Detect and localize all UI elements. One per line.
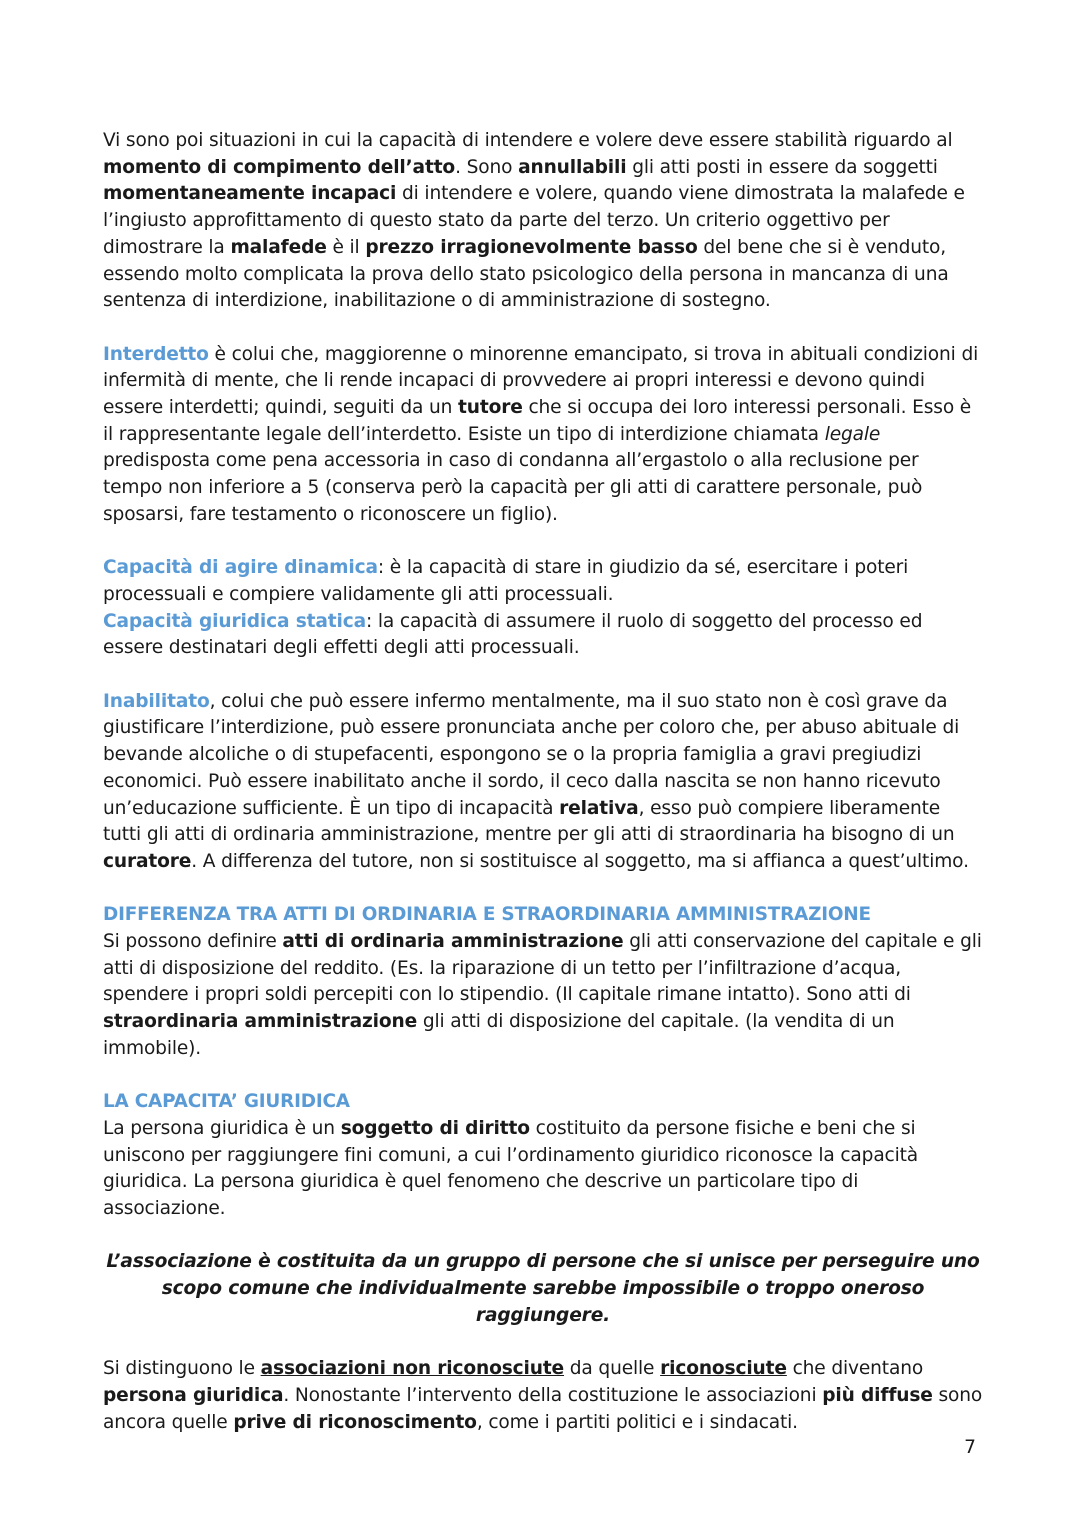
text: , come i partiti politici e i sindacati. [476, 1411, 798, 1433]
page-number: 7 [964, 1437, 976, 1458]
text: gli atti di disposizione del capitale. (la vendita di un immobile). [103, 1011, 895, 1059]
document-page [103, 128, 983, 1436]
text: è il [326, 236, 366, 258]
paragraph-capacita-statica [103, 609, 983, 662]
spacer [103, 662, 983, 689]
paragraph-atto-momento [103, 128, 983, 315]
text: predisposta come pena accessoria in caso di condanna all’ergastolo o alla reclusione per tempo non inferiore a 5 (conserva però la capacità per gli atti di carattere personale, può sposarsi, fare testamento o riconoscere un figlio). [103, 450, 923, 525]
section-heading-capacita-giuridica: LA CAPACITA’ GIURIDICA [103, 1091, 350, 1113]
quote-line: L’associazione è costituita da un gruppo di persone che si unisce per perseguire uno [106, 1251, 980, 1273]
bold-text: relativa [559, 797, 639, 819]
text: . A differenza del tutore, non si sostituisce al soggetto, ma si affianca a quest’ultimo. [191, 850, 969, 872]
paragraph-persona-giuridica [103, 1116, 983, 1223]
bold-text: persona giuridica [103, 1384, 284, 1406]
bold-text: soggetto di diritto [340, 1117, 530, 1139]
spacer [103, 876, 983, 903]
paragraph-capacita-dinamica [103, 555, 983, 608]
spacer [103, 529, 983, 556]
spacer [103, 1063, 983, 1090]
quote-line: scopo comune che individualmente sarebbe impossibile o troppo oneroso raggiungere. [161, 1278, 925, 1326]
italic-text: legale [824, 423, 881, 445]
term-capacita-giuridica-statica: Capacità giuridica statica [103, 610, 366, 632]
text: che si occupa dei loro interessi personali. Esso è il rappresentante legale dell’interdetto. Esiste un tipo di interdizione chiamata [103, 397, 972, 445]
text: , esso può compiere liberamente tutti gli atti di ordinaria amministrazione, mentre per gli atti di straordinaria ha bisogno di un [103, 797, 955, 846]
text: . Sono [455, 156, 519, 178]
paragraph-inabilitato [103, 689, 983, 876]
paragraph-ordinaria-straordinaria [103, 929, 983, 1063]
text: del bene che si è venduto, essendo molto complicata la prova dello stato psicologico della persona in mancanza di una sentenza di interdizione, inabilitazione o di amministrazione di sostegno. [103, 236, 949, 312]
text: sono ancora quelle [103, 1384, 983, 1433]
term-inabilitato: Inabilitato [103, 690, 210, 712]
term-interdetto: Interdetto [103, 343, 209, 365]
bold-text: più diffuse [822, 1384, 933, 1406]
text: : la capacità di assumere il ruolo di soggetto del processo ed essere destinatari degli effetti degli atti processuali. [103, 610, 923, 659]
term-capacita-agire-dinamica: Capacità di agire dinamica [103, 557, 378, 579]
spacer [103, 315, 983, 342]
underlined-bold-text: associazioni non riconosciute [260, 1358, 565, 1380]
text: La persona giuridica è un [103, 1117, 341, 1139]
text: costituito da persone fisiche e beni che si uniscono per raggiungere fini comuni, a cui l’ordinamento giuridico riconosce la capacità giuridica. La persona giuridica è quel fenomeno che descrive un particolare tipo di associazione. [103, 1117, 919, 1220]
text: è colui che, maggiorenne o minorenne emancipato, si trova in abituali condizioni di infermità di mente, che li rende incapaci di provvedere ai propri interessi e devono quindi essere interdetti; quindi, seguiti da un [103, 343, 979, 419]
text: Si possono definire [103, 931, 283, 953]
bold-text: straordinaria amministrazione [103, 1011, 418, 1033]
paragraph-interdetto [103, 342, 983, 529]
text: , colui che può essere infermo mentalmente, ma il suo stato non è così grave da giustificare l’interdizione, può essere pronunciata anche per coloro che, per abuso abituale di bevande alcoliche o di stupefacenti, espongono se o la propria famiglia a gravi pregiudizi economici. Può essere inabilitato anche il sordo, il ceco dalla nascita se non hanno ricevuto un’educazione sufficiente. È un tipo di incapacità [103, 690, 960, 819]
text: gli atti conservazione del capitale e gli atti di disposizione del reddito. (Es. la riparazione di un tetto per l’infiltrazione d’acqua, spendere i propri soldi percepiti con lo stipendio. (Il capitale rimane intatto). Sono atti di [103, 931, 982, 1006]
bold-text: malafede [230, 236, 327, 258]
spacer [103, 1223, 983, 1250]
text: Si distinguono le [103, 1358, 261, 1380]
text: gli atti posti in essere da soggetti [626, 156, 938, 178]
bold-text: momento di compimento dell’atto [103, 156, 456, 178]
text: di intendere e volere, quando viene dimostrata la malafede e l’ingiusto approfittamento di questo stato da parte del terzo. Un criterio oggettivo per dimostrare la [103, 183, 965, 258]
bold-text: prezzo irragionevolmente basso [365, 236, 698, 258]
bold-text: curatore [103, 850, 192, 872]
bold-text: atti di ordinaria amministrazione [282, 931, 624, 953]
text: da quelle [564, 1358, 661, 1380]
paragraph-associazioni [103, 1356, 983, 1436]
bold-text: momentaneamente incapaci [103, 183, 397, 205]
text: Vi sono poi situazioni in cui la capacità di intendere e volere deve essere stabilità riguardo al [103, 130, 953, 151]
underlined-bold-text: riconosciute [660, 1358, 787, 1380]
section-heading-differenza: DIFFERENZA TRA ATTI DI ORDINARIA E STRAORDINARIA AMMINISTRAZIONE [103, 904, 871, 926]
text: . Nonostante l’intervento della costituzione le associazioni [283, 1384, 823, 1406]
spacer [103, 1330, 983, 1357]
bold-text: tutore [458, 397, 523, 419]
bold-text: annullabili [518, 156, 627, 178]
text: : è la capacità di stare in giudizio da sé, esercitare i poteri processuali e compiere validamente gli atti processuali. [103, 557, 909, 605]
text: che diventano [786, 1358, 924, 1380]
quote-associazione [103, 1249, 983, 1329]
bold-text: prive di riconoscimento [233, 1411, 477, 1433]
